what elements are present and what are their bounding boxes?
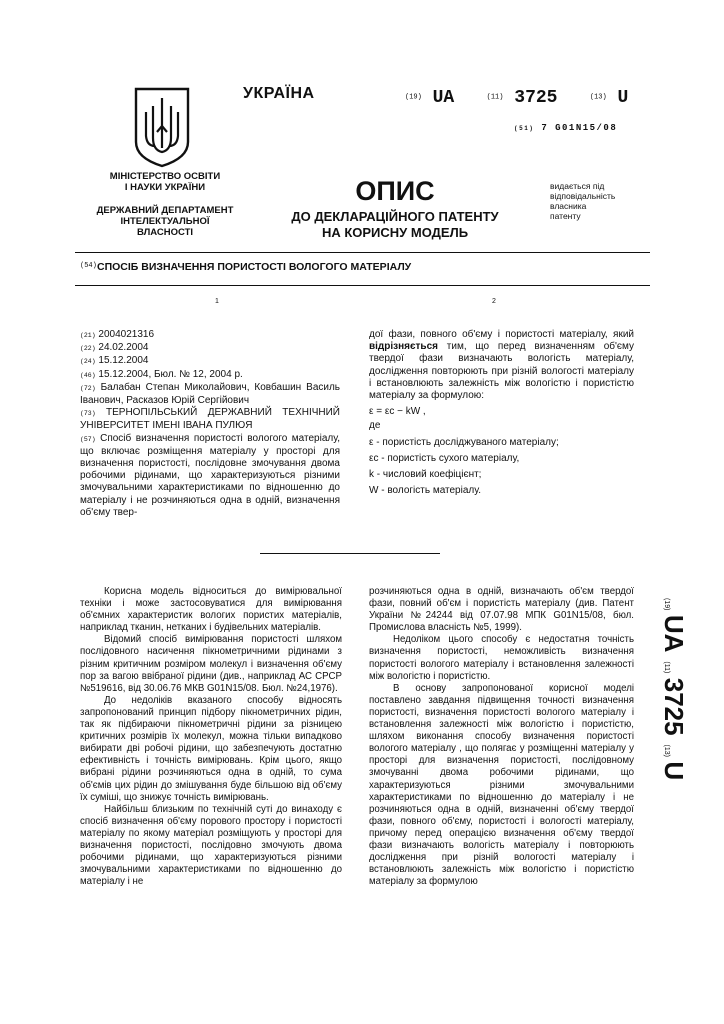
invention-title: СПОСІБ ВИЗНАЧЕННЯ ПОРИСТОСТІ ВОЛОГОГО МАТЕРІАЛУ [97,261,412,273]
description-paragraph: В основу запропонованої корисної моделі поставлено завдання підвищення точності визначення пористості, визначення пористості вологого матеріалу і встановлення залежності між вологістю і пористістю, шляхом виконання способу визначення пористості вологого матеріалу , що полягає у розміщенні матеріалу у просторі для визначення пористості, послідовному змочуванні двома робочими рідинами, що характеризуються різними змочувальними характеристиками по відношенню до матеріалу і не розчиняються одна в одній, визначенні об'єму твердої фази, повного об'єму, пористості і вологості матеріалу, причому перед операцією визначення об'єму твердої фази визначають вологість матеріалу і повторюють дослідження при різній вологості матеріалу і встановлюють залежність між вологістю і пористістю матеріалу за формулою [369,682,634,888]
where-label: де [369,420,381,432]
bib-entry: (21) 2004021316 [80,329,155,340]
column-number-right: 2 [492,298,496,305]
description-right-column [369,586,634,888]
bib-entry: (22) 24.02.2004 [80,342,149,354]
margin-inid-11: (11) [663,661,670,674]
ipc-code: 7 G01N15/08 [541,123,618,133]
margin-document-kind: U [659,761,689,781]
margin-country-code: UA [659,614,689,653]
country-name: УКРАЇНА [243,85,315,102]
description-paragraph: До недоліків вказаного способу відносять запропонований принцип підбору пікнометричних рідин, так як підбираючи пікнометричні рідини за різницею критичних розмірів їх молекул, можна тільки випадково вибирати дві робочі рідини, що забезпечують достатню ефективність і точність вимірювань. Крім цього, якщо вибрані рідини розчиняються одна в одній, то сума об'ємів цих рідин до змішування буде більшою від об'єму їх суміші, що знижує точність вимірювань. [80,694,342,803]
document-subtitle: ДО ДЕКЛАРАЦІЙНОГО ПАТЕНТУ НА КОРИСНУ МОДЕЛЬ [291,209,499,240]
header-divider [75,252,650,253]
patent-number: 3725 [514,88,558,108]
country-code: UA [432,88,455,108]
description-left-column [80,586,342,888]
document-kind: U [617,88,629,108]
section-separator [260,553,440,554]
description-paragraph: Недоліком цього способу є недостатня точність визначення пористості, неможливість визначення пористості вологого матеріалу і встановлення залежності між вологістю і пористістю. [369,634,634,682]
inid-code-11: (11) [486,93,504,102]
margin-patent-code [651,598,691,898]
bib-entry: (73) ТЕРНОПІЛЬСЬКИЙ ДЕРЖАВНИЙ ТЕХНІЧНИЙ УНІВЕРСИТЕТ ІМЕНІ ІВАНА ПУЛЮЯ [80,407,340,432]
formula: ε = εc − kW , [369,406,426,418]
margin-patent-number: 3725 [659,677,689,736]
claim-continuation [369,329,634,497]
description-paragraph: Відомий спосіб вимірювання пористості шляхом послідовного насичення пікнометричними рідинами з різним критичним розміром молекул і визначення об'єму пор за вагою ввібраної рідини (див., наприклад АС СРСР №519616, від 30.06.76 МКВ G01N15/08. Бюл. №24,1976). [80,634,342,694]
ministry-name: МІНІСТЕРСТВО ОСВІТИ І НАУКИ УКРАЇНИ [109,171,221,193]
margin-inid-13: (13) [663,744,670,757]
bib-entry: (46) 15.12.2004, Бюл. № 12, 2004 р. [80,368,243,380]
issued-note: видається під відповідальність власника патенту [550,181,616,221]
inid-code-13: (13) [589,93,607,102]
patent-code-line [405,88,628,108]
description-paragraph: Корисна модель відноситься до вимірювальної техніки і може застосовуватися для вимірювання об'ємних характеристик вологих пористих матеріалів, наприклад тканин, нетканих і будівельних матеріалів. [80,586,342,634]
claim-paragraph: дої фази, повного об'єму і пористості матеріалу, який відрізняється тим, що перед визначенням об'єму твердої фази визначають вологість матеріалу, дослідження повторюють при різній вологості матеріалу і встановлюють залежність між вологістю і пористістю матеріалу за формулою: [369,329,634,402]
inid-code-51: (51) [514,125,535,132]
department-name: ДЕРЖАВНИЙ ДЕПАРТАМЕНТ ІНТЕЛЕКТУАЛЬНОЇ ВЛАСНОСТІ [96,205,234,238]
document-title: ОПИС [355,176,435,206]
margin-inid-19: (19) [663,598,670,611]
ipc-classification [514,123,617,133]
bib-entry: (72) Балабан Степан Миколайович, Ковбашин Василь Іванович, Расказов Юрій Сергійович [80,381,341,407]
inid-code-19: (19) [405,93,422,102]
description-paragraph: розчиняються одна в одній, визначають об'єм твердої фази, повний об'єм і пористість матеріалу (див. Патент України №24244 від 07.07.98 МПК G01N15/08, бюл. Промислова власність №5, 1999). [369,586,634,634]
definition-item: k - числовий коефіцієнт; [369,469,482,481]
inid-code-54: (54) [80,262,97,270]
description-paragraph: Найбільш близьким по технічній суті до винаходу є спосіб визначення об'єму порового простору і пористості матеріалу по якому матеріал розміщують у просторі для визначення пористості, послідовно змочують двома робочими рідинами, що характеризуються різними змочувальними характеристиками по відношенню до матеріалу і не [80,803,342,888]
definition-item: W - вологість матеріалу. [369,485,482,497]
bib-entry: (24) 15.12.2004 [80,355,149,367]
column-number-left: 1 [215,298,219,305]
title-divider [75,285,650,286]
definition-item: ε - пористість досліджуваного матеріалу; [369,436,559,448]
claim-text: (57) Спосіб визначення пористості вологого матеріалу, що включає розміщення матеріалу у просторі для визначення пористості, послідовне змочування двома робочими рідинами, що характеризуються різними змочувальними характеристиками по відношенню до матеріалу і не розчиняються одна в одній, визначення об'єму твер- [80,432,340,518]
definition-item: εc - пористість сухого матеріалу, [369,452,520,464]
bibliographic-data [80,329,340,519]
coat-of-arms-icon [133,86,191,168]
